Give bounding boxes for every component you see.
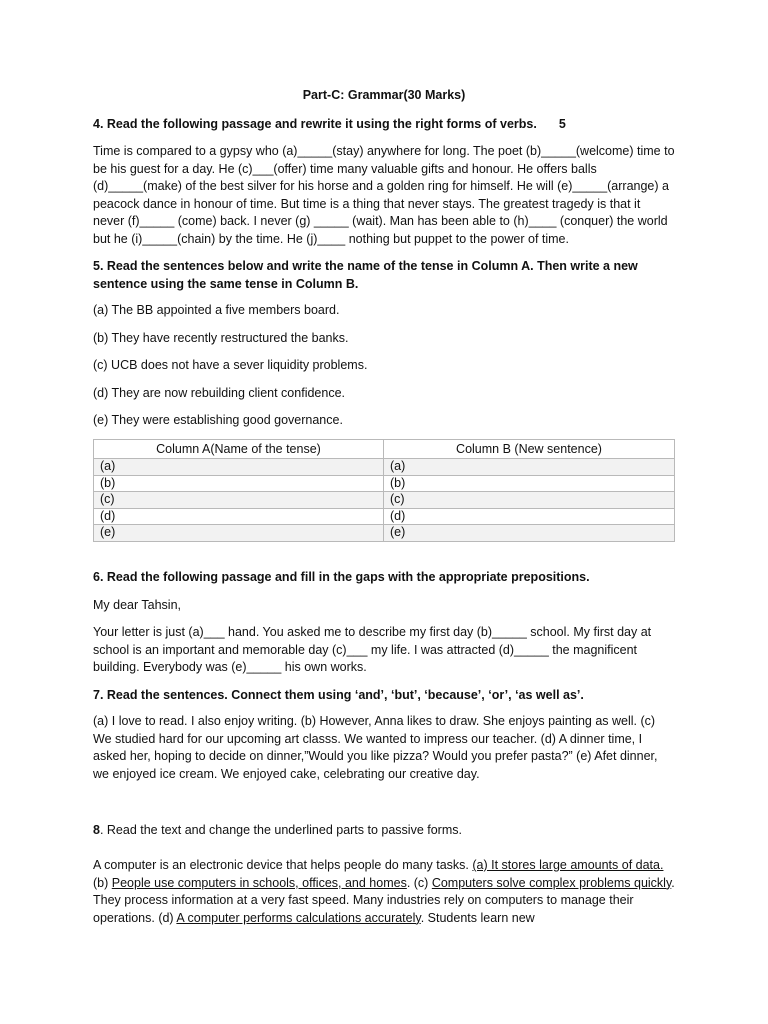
question-4-text: 4. Read the following passage and rewrite it using the right forms of verbs. [93, 117, 537, 131]
question-5-sentence-a: (a) The BB appointed a five members board. [93, 303, 340, 317]
table-row [94, 492, 675, 509]
table-row [94, 475, 675, 492]
table-cell-b: (e) [384, 525, 675, 542]
question-8-text: . Read the text and change the underlined parts to passive forms. [99, 823, 462, 837]
passage-text: . (c) [406, 875, 432, 890]
question-5-sentence-c: (c) UCB does not have a sever liquidity problems. [93, 358, 368, 372]
question-5-sentence-e: (e) They were establishing good governance. [93, 413, 343, 427]
question-7-passage: (a) I love to read. I also enjoy writing. (b) However, Anna likes to draw. She enjoys painting as well. (c) We studied hard for our upcoming art classs. We wanted to impress our teacher. (d) A dinner time, I asked her, hoping to decide on dinner,”Would you like pizza? Would you prefer pasta?” (e) Afet dinner, we enjoyed ice cream. We enjoyed cake, celebrating our creative day. [93, 714, 658, 781]
table-cell-a: (d) [94, 508, 384, 525]
question-7-heading: 7. Read the sentences. Connect them using ‘and’, ‘but’, ‘because’, ‘or’, ‘as well as’. [93, 688, 584, 702]
passage-text: (b) [93, 875, 112, 890]
underlined-part-d: A computer performs calculations accurately [176, 910, 421, 925]
table-cell-a: (a) [94, 459, 384, 476]
question-6-heading: 6. Read the following passage and fill in the gaps with the appropriate prepositions. [93, 570, 590, 584]
passage-text: A computer is an electronic device that helps people do many tasks. [93, 858, 473, 872]
passage-text: . Students learn new [420, 910, 535, 925]
question-4-heading [93, 116, 675, 134]
section-title: Part-C: Grammar(30 Marks) [302, 88, 466, 102]
table-row [94, 508, 675, 525]
table-cell-b: (a) [384, 459, 675, 476]
column-b-header: Column B (New sentence) [384, 440, 675, 459]
question-5-sentence-b: (b) They have recently restructured the banks. [93, 331, 349, 345]
question-8-heading [93, 822, 675, 840]
question-8-number: 8 [93, 823, 100, 837]
table-cell-b: (d) [384, 508, 675, 525]
column-a-header: Column A(Name of the tense) [94, 440, 384, 459]
question-5-sentence-d: (d) They are now rebuilding client confidence. [93, 386, 345, 400]
table-cell-b: (c) [384, 492, 675, 509]
table-cell-a: (c) [94, 492, 384, 509]
table-cell-a: (b) [94, 475, 384, 492]
table-header-row [94, 440, 675, 459]
table-row [94, 459, 675, 476]
tense-table [93, 439, 675, 542]
table-cell-b: (b) [384, 475, 675, 492]
underlined-part-c: Computers solve complex problems quickly [431, 875, 672, 890]
question-6-passage: Your letter is just (a)___ hand. You asked me to describe my first day (b)_____ school. My first day at school is an important and memorable day (c)___ my life. I was attracted (d)_____ the magnificent building. Everybody was (e)_____ his own works. [93, 625, 652, 675]
question-4-passage: Time is compared to a gypsy who (a)_____(stay) anywhere for long. The poet (b)_____(welcome) time to be his guest for a day. He (c)___(offer) time many valuable gifts and honour. He offers balls (d)_____(make) of the best silver for his horse and a golden ring for himself. He will (e)_____(arrange) a peacock dance in honour of time. But time is a thing that never stays. The greatest tragedy is that it never (f)_____ (come) back. I never (g) _____ (wait). Man has been able to (h)____ (conquer) the world but he (i)_____(chain) by the time. He (j)____ nothing but puppet to the power of time. [93, 144, 675, 246]
table-cell-a: (e) [94, 525, 384, 542]
underlined-part-a: (a) It stores large amounts of data. [472, 858, 664, 872]
table-row [94, 525, 675, 542]
letter-salutation: My dear Tahsin, [93, 598, 182, 612]
underlined-part-b: People use computers in schools, offices, and homes [111, 875, 407, 890]
question-8-passage [93, 857, 675, 927]
question-4-marks: 5 [558, 117, 566, 131]
question-5-heading: 5. Read the sentences below and write the name of the tense in Column A. Then write a new sentence using the same tense in Column B. [93, 259, 638, 291]
passage-text: . They process information at a very fast speed. Many industries rely on computers to manage their operations. (d) [93, 875, 675, 925]
